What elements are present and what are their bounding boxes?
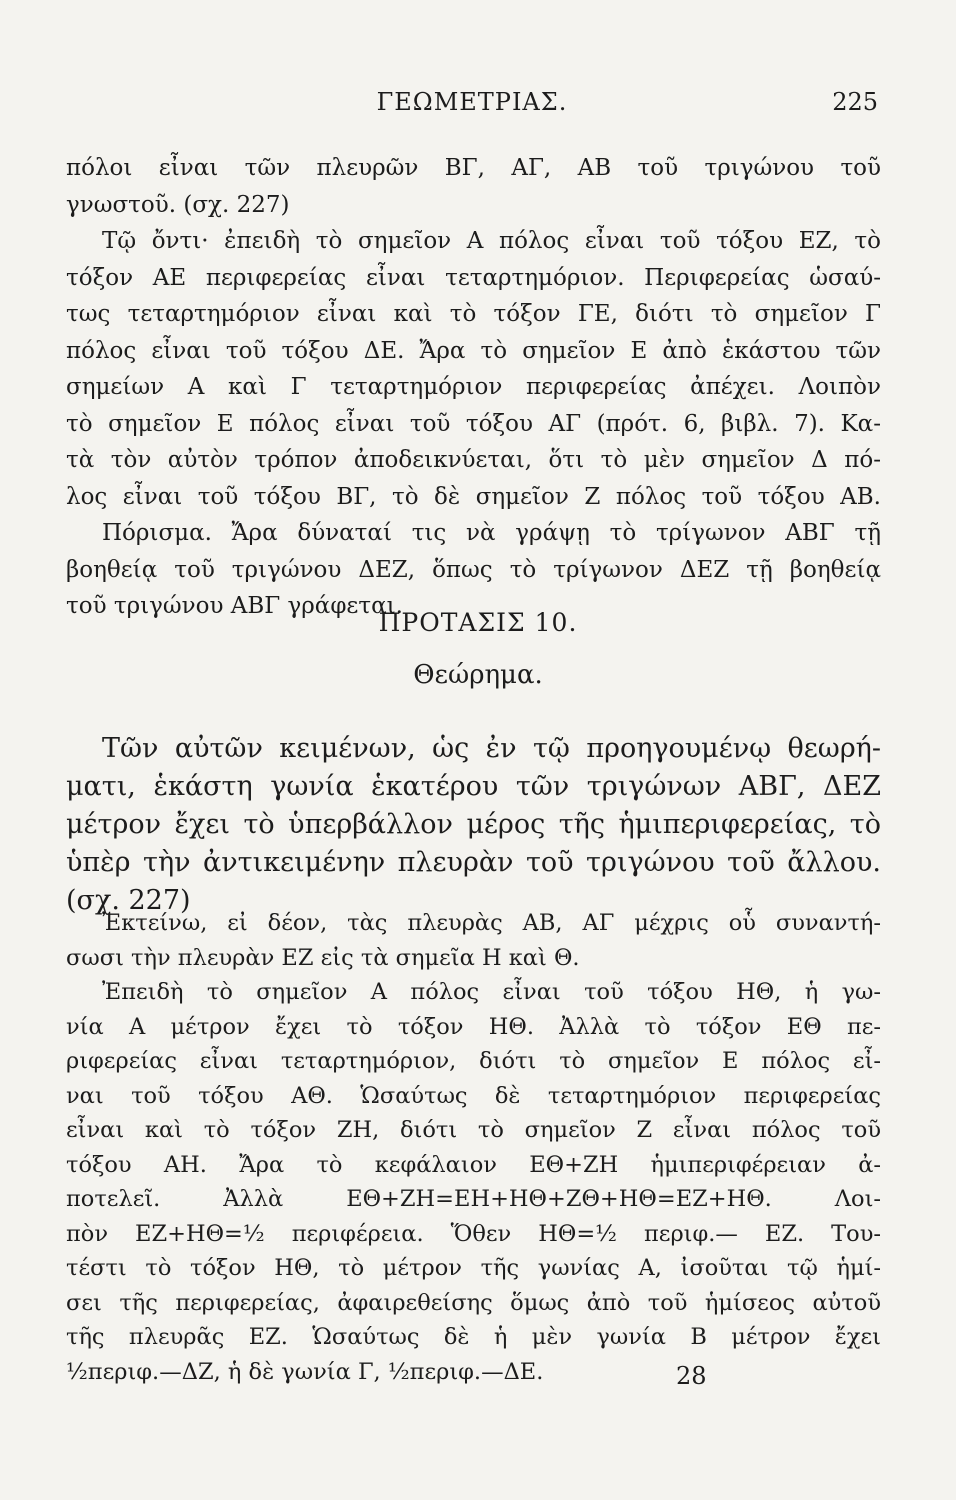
proposition-title: ΠΡΟΤΑΣΙΣ 10. (378, 608, 578, 637)
proof-line: τέστι τὸ τόξον ΗΘ, τὸ μέτρον τῆς γωνίας Α, ἰσοῦται τῷ ἡμί- (66, 1255, 881, 1281)
theorem-line: ὑπὲρ τὴν ἀντικειμένην πλευρὰν τοῦ τριγώνου τοῦ ἄλλου. (66, 847, 881, 878)
proof-line: τῆς πλευρᾶς ΕΖ. Ὡσαύτως δὲ ἡ μὲν γωνία Β μέτρον ἔχει (66, 1324, 881, 1350)
theorem-line: Τῶν αὐτῶν κειμένων, ὡς ἐν τῷ προηγουμένῳ θεωρή- (102, 733, 881, 764)
proof-line: νία Α μέτρον ἔχει τὸ τόξον ΗΘ. Ἀλλὰ τὸ τόξον ΕΘ πε- (66, 1013, 881, 1040)
theorem-title: Θεώρημα. (413, 660, 543, 690)
proof-line: πὸν ΕΖ+ΗΘ=½ περιφέρεια. Ὅθεν ΗΘ=½ περιφ.— ΕΖ. Του- (66, 1220, 881, 1247)
proof-line: τόξου ΑΗ. Ἄρα τὸ κεφάλαιον ΕΘ+ΖΗ ἡμιπεριφέρειαν ἀ- (66, 1151, 881, 1178)
theorem-line: μέτρον ἔχει τὸ ὑπερβάλλον μέρος τῆς ἡμιπεριφερείας, τὸ (66, 809, 881, 840)
proof-block (66, 906, 881, 1389)
proof-line: εἶναι καὶ τὸ τόξον ΖΗ, διότι τὸ σημεῖον Ζ εἶναι πόλος τοῦ (66, 1117, 881, 1143)
signature-mark: 28 (676, 1362, 707, 1390)
text-line: τως τεταρτημόριον εἶναι καὶ τὸ τόξον ΓΕ, διότι τὸ σημεῖον Γ (66, 301, 881, 327)
proof-line: Ἐπειδὴ τὸ σημεῖον Α πόλος εἶναι τοῦ τόξου ΗΘ, ἡ γω- (102, 979, 881, 1005)
theorem-line: ματι, ἑκάστη γωνία ἑκατέρου τῶν τριγώνων ΑΒΓ, ΔΕΖ (66, 771, 881, 802)
text-line: γνωστοῦ. (σχ. 227) (66, 191, 290, 218)
text-line: πόλος εἶναι τοῦ τόξου ΔΕ. Ἄρα τὸ σημεῖον Ε ἀπὸ ἑκάστου τῶν (66, 337, 881, 364)
text-line: σημείων Α καὶ Γ τεταρτημόριον περιφερείας ἀπέχει. Λοιπὸν (66, 374, 881, 400)
text-line: τὰ τὸν αὐτὸν τρόπον ἀποδεικνύεται, ὅτι τὸ μὲν σημεῖον Δ πό- (66, 447, 881, 473)
text-line: πόλοι εἶναι τῶν πλευρῶν ΒΓ, ΑΓ, ΑΒ τοῦ τριγώνου τοῦ (66, 155, 881, 181)
page-number: 225 (832, 88, 878, 116)
proof-line: ½περιφ.—ΔΖ, ἡ δὲ γωνία Γ, ½περιφ.—ΔΕ. (66, 1358, 544, 1385)
theorem-statement (66, 730, 881, 920)
proof-line: ριφερείας εἶναι τεταρτημόριον, διότι τὸ σημεῖον Ε πόλος εἶ- (66, 1048, 881, 1074)
text-line: τοῦ τριγώνου ΑΒΓ γράφεται. (66, 593, 403, 619)
corollary-line: Πόρισμα. Ἄρα δύναταί τις νὰ γράψῃ τὸ τρίγωνον ΑΒΓ τῇ (102, 520, 881, 546)
text-line: βοηθείᾳ τοῦ τριγώνου ΔΕΖ, ὅπως τὸ τρίγωνον ΔΕΖ τῇ βοηθείᾳ (66, 556, 881, 583)
text-line: λος εἶναι τοῦ τόξου ΒΓ, τὸ δὲ σημεῖον Ζ πόλος τοῦ τόξου ΑΒ. (66, 483, 881, 510)
text-line: τὸ σημεῖον Ε πόλος εἶναι τοῦ τόξου ΑΓ (πρότ. 6, βιβλ. 7). Κα- (66, 410, 881, 437)
proof-line: ναι τοῦ τόξου ΑΘ. Ὡσαύτως δὲ τεταρτημόριον περιφερείας (66, 1082, 881, 1109)
proof-line: ποτελεῖ. Ἀλλὰ ΕΘ+ΖΗ=ΕΗ+ΗΘ+ΖΘ+ΗΘ=ΕΖ+ΗΘ. Λοι- (66, 1186, 881, 1212)
proof-line: σει τῆς περιφερείας, ἀφαιρεθείσης ὅμως ἀπὸ τοῦ ἡμίσεος αὐτοῦ (66, 1289, 881, 1316)
proof-line: σωσι τὴν πλευρὰν ΕΖ εἰς τὰ σημεῖα Η καὶ Θ. (66, 944, 580, 971)
text-line: Τῷ ὄντι· ἐπειδὴ τὸ σημεῖον Α πόλος εἶναι τοῦ τόξου ΕΖ, τὸ (102, 228, 881, 254)
running-head (66, 88, 878, 128)
paragraph-block-1 (66, 150, 881, 625)
theorem-line: (σχ. 227) (66, 885, 191, 916)
running-title: ΓΕΩΜΕΤΡΙΑΣ. (376, 88, 568, 116)
text-line: τόξον ΑΕ περιφερείας εἶναι τεταρτημόριον. Περιφερείας ὡσαύ- (66, 264, 881, 291)
proof-line: Ἐκτείνω, εἰ δέον, τὰς πλευρὰς ΑΒ, ΑΓ μέχρις οὗ συναντή- (102, 910, 881, 936)
